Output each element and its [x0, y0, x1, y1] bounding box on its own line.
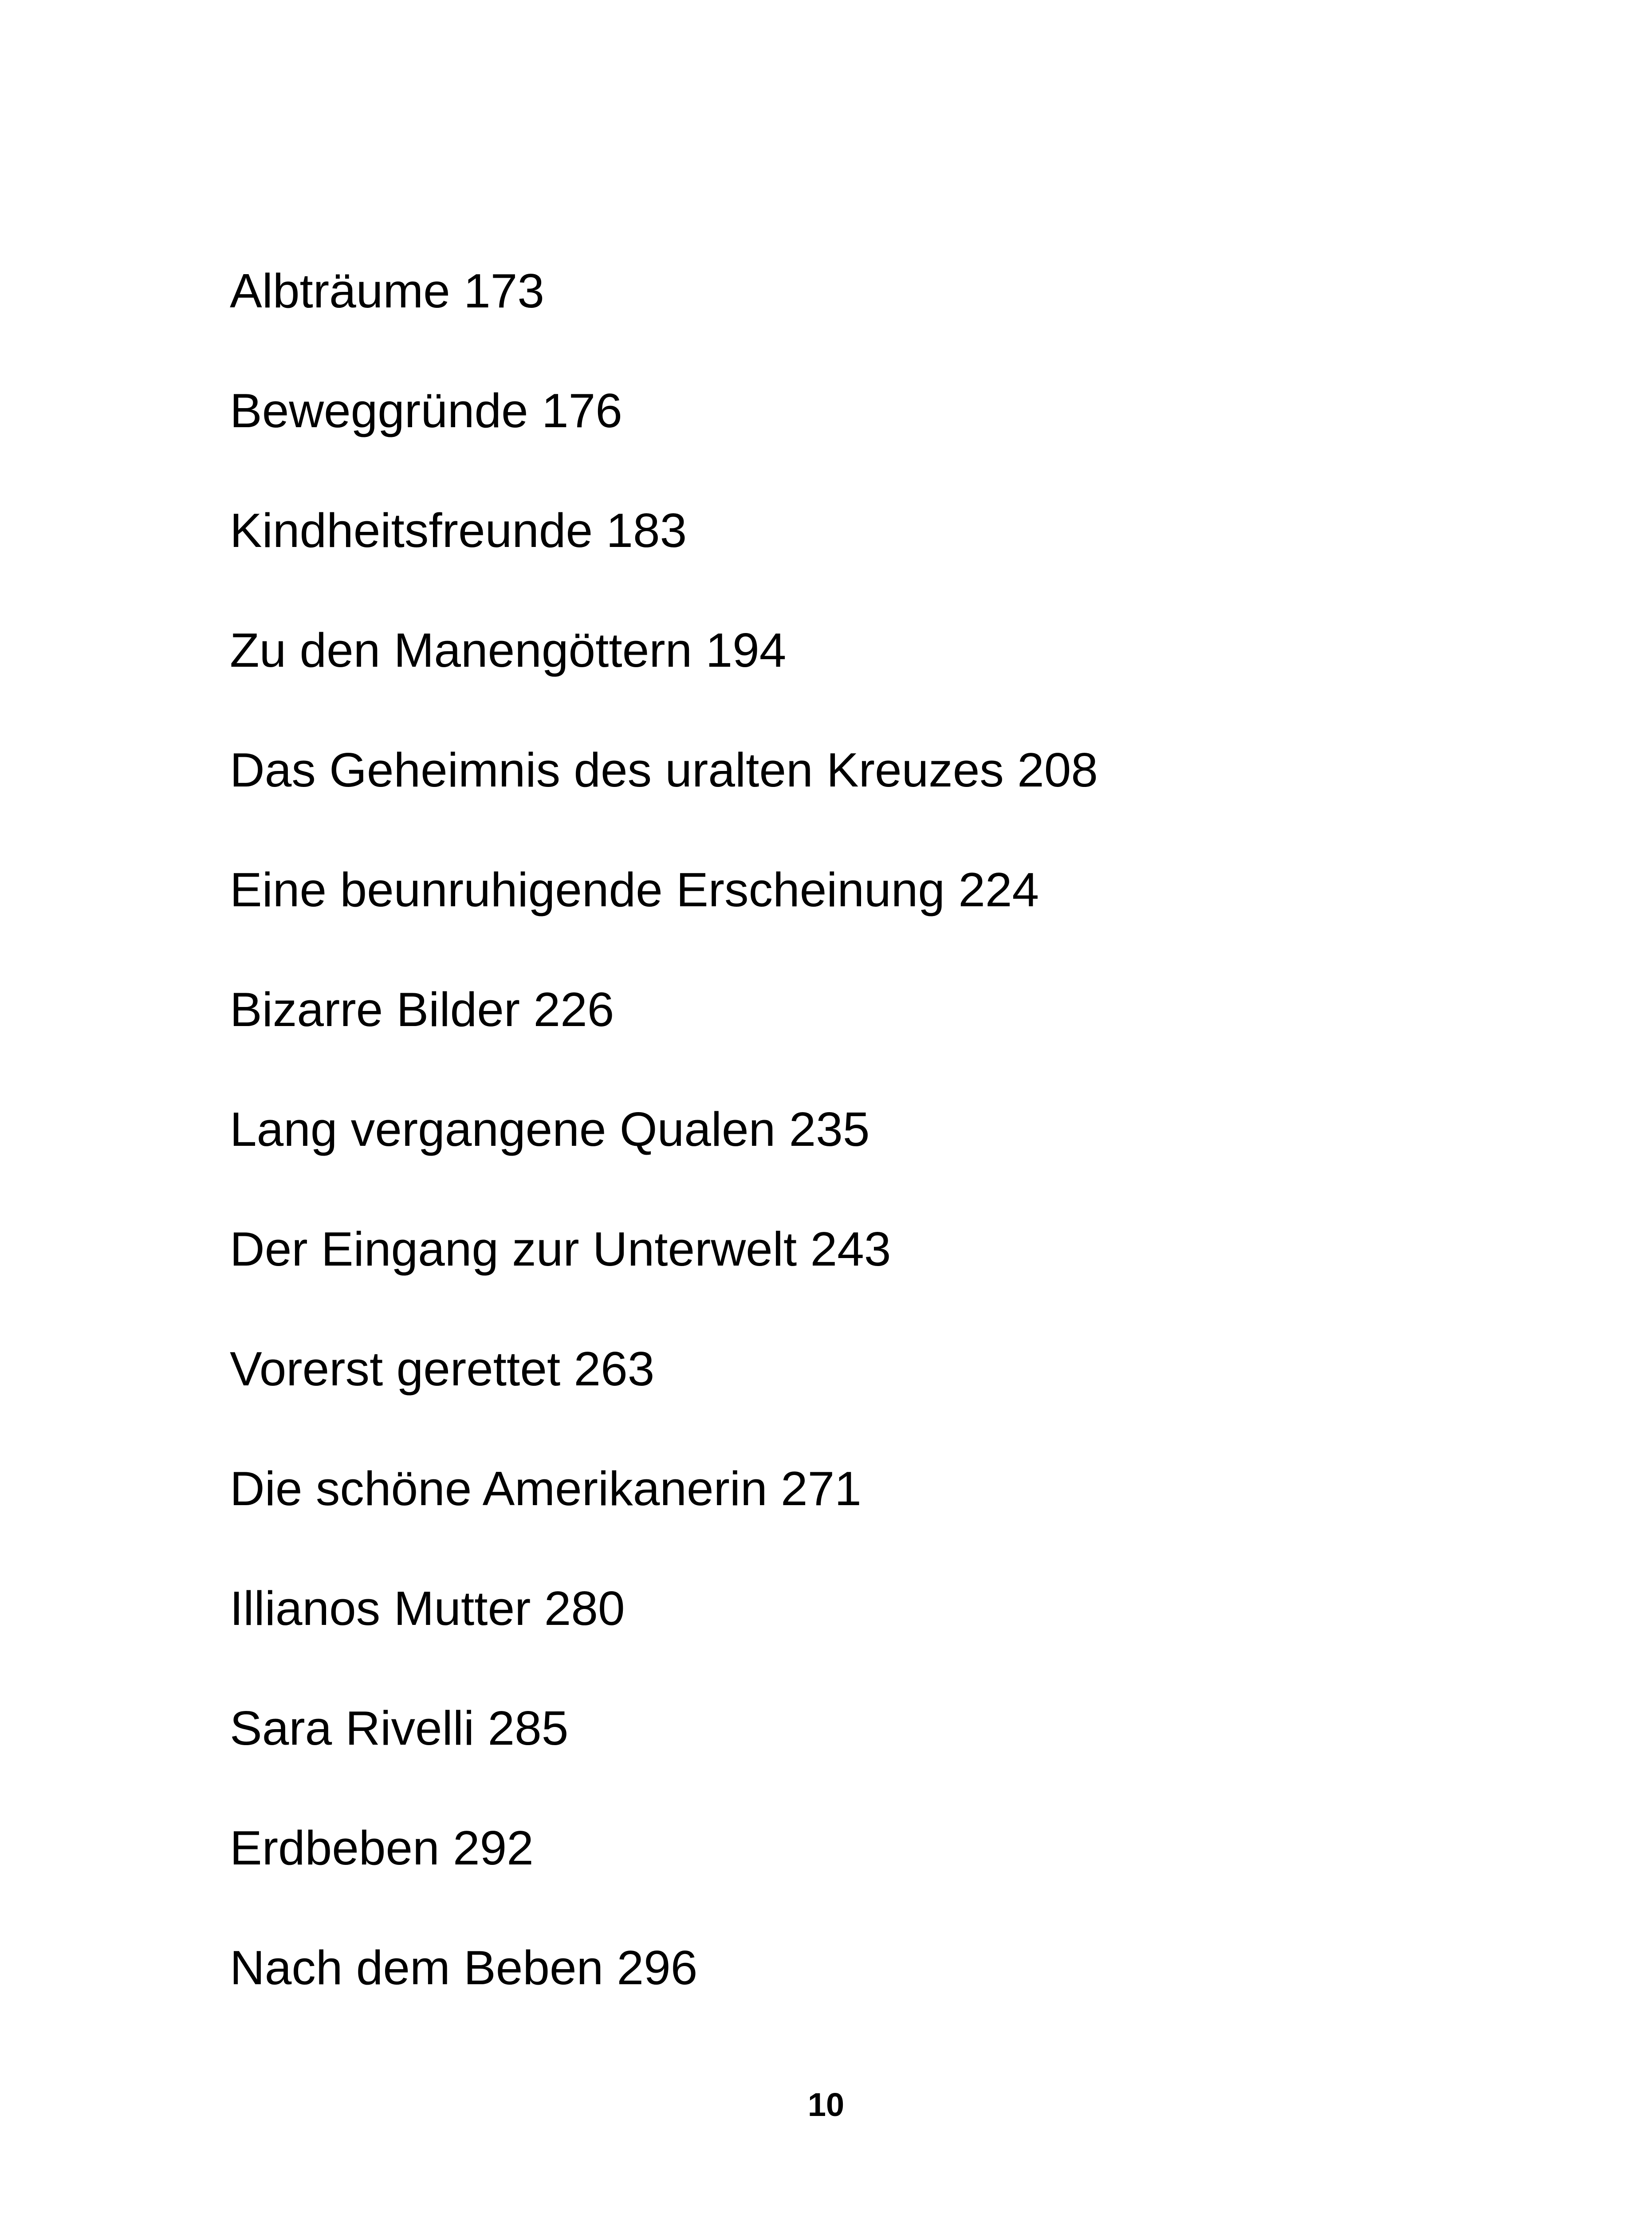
toc-entry — [230, 1938, 1098, 2057]
table-of-contents — [230, 261, 1098, 2057]
toc-entry-page: 183 — [606, 503, 687, 558]
toc-entry-title: Erdbeben — [230, 1821, 440, 1875]
toc-entry — [230, 860, 1098, 979]
toc-entry-page: 226 — [533, 983, 614, 1037]
toc-entry — [230, 500, 1098, 620]
toc-entry — [230, 1339, 1098, 1459]
toc-entry-title: Kindheitsfreunde — [230, 503, 593, 558]
toc-entry-page: 173 — [464, 264, 544, 318]
toc-entry — [230, 740, 1098, 860]
toc-entry — [230, 261, 1098, 381]
toc-entry-title: Illianos Mutter — [230, 1581, 531, 1636]
toc-entry-title: Vorerst gerettet — [230, 1342, 561, 1396]
toc-entry-title: Albträume — [230, 264, 450, 318]
toc-entry — [230, 1459, 1098, 1578]
toc-entry-title: Der Eingang zur Unterwelt — [230, 1222, 797, 1276]
page-number: 10 — [807, 2086, 845, 2123]
toc-entry-page: 208 — [1017, 743, 1098, 797]
toc-entry-title: Sara Rivelli — [230, 1701, 475, 1755]
toc-entry — [230, 1818, 1098, 1938]
toc-entry-page: 296 — [617, 1941, 698, 1995]
toc-entry-page: 194 — [705, 623, 787, 677]
toc-entry-page: 176 — [541, 384, 622, 438]
toc-entry-title: Eine beunruhigende Erscheinung — [230, 863, 945, 917]
toc-entry-page: 263 — [574, 1342, 655, 1396]
toc-entry — [230, 979, 1098, 1099]
toc-entry-page: 271 — [781, 1462, 861, 1516]
toc-entry-title: Zu den Manengöttern — [230, 623, 692, 677]
toc-entry-page: 243 — [810, 1222, 891, 1276]
toc-entry-title: Die schöne Amerikanerin — [230, 1462, 767, 1516]
toc-entry — [230, 1578, 1098, 1698]
toc-entry — [230, 1698, 1098, 1818]
toc-entry-title: Beweggründe — [230, 384, 528, 438]
toc-entry — [230, 381, 1098, 500]
toc-entry-page: 224 — [958, 863, 1039, 917]
toc-entry-page: 292 — [453, 1821, 534, 1875]
toc-entry-title: Lang vergangene Qualen — [230, 1102, 776, 1156]
toc-entry-page: 285 — [488, 1701, 569, 1755]
toc-entry-title: Nach dem Beben — [230, 1941, 604, 1995]
toc-entry-page: 235 — [789, 1102, 870, 1156]
toc-entry-title: Bizarre Bilder — [230, 983, 520, 1037]
toc-entry-page: 280 — [544, 1581, 625, 1636]
toc-entry-title: Das Geheimnis des uralten Kreuzes — [230, 743, 1004, 797]
toc-entry — [230, 1219, 1098, 1339]
toc-entry — [230, 1099, 1098, 1219]
toc-entry — [230, 620, 1098, 740]
